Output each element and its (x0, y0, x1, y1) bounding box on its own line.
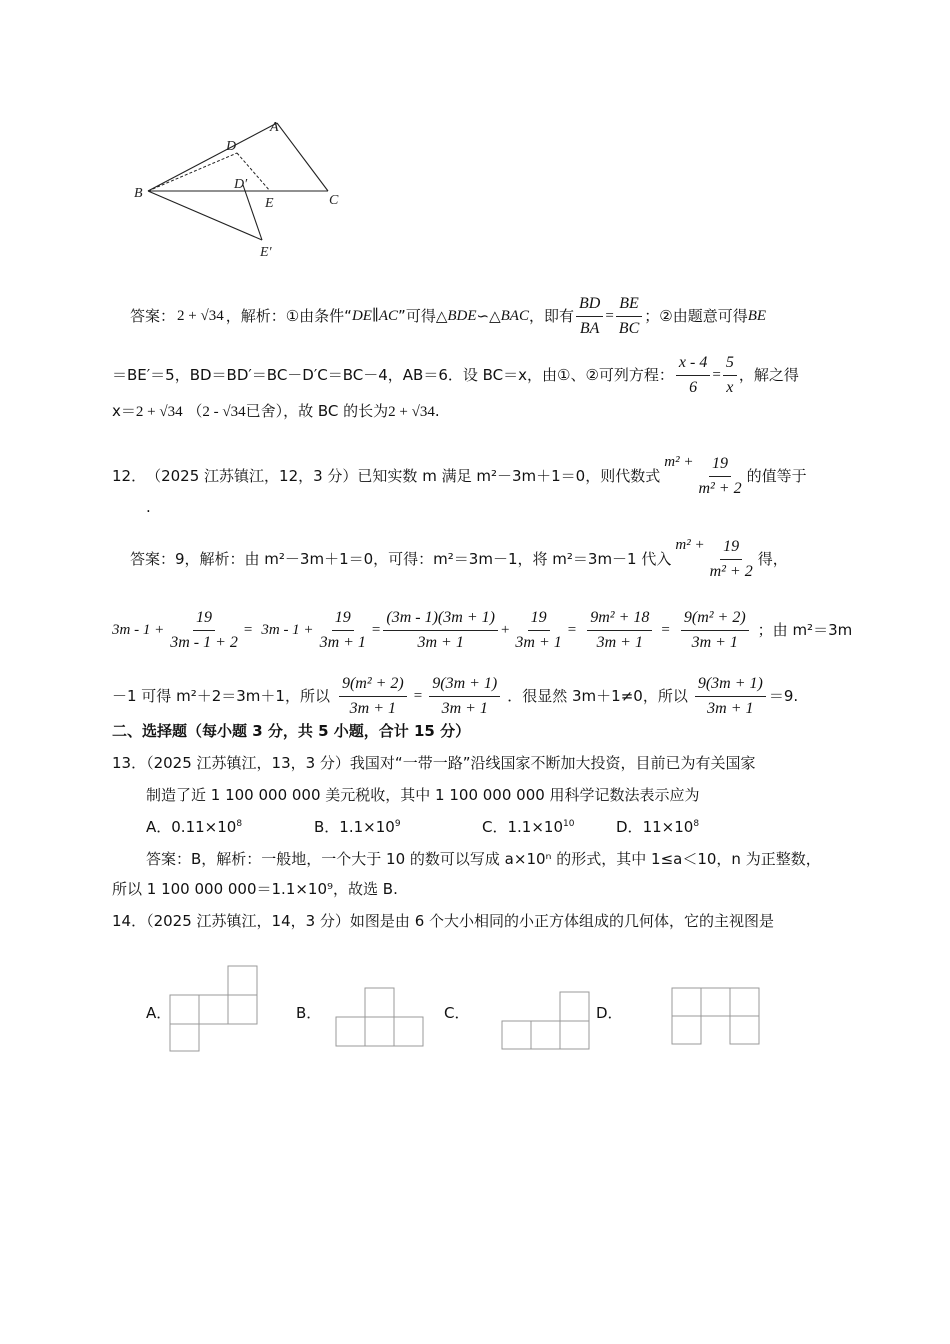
q13-option-c[interactable]: C．$1.1\times 10^{10}$ (482, 818, 575, 836)
q14-option-b-label[interactable]: B． (296, 1004, 322, 1022)
fraction-bd-ba: $\frac{BD}{BA}$ (576, 294, 603, 337)
q11-answer-line3: x＝2 + √34 （2 - √34已舍），故 BC 的长为2 + √34. (112, 402, 440, 420)
q12-expression-fraction: $\frac{19}{\text{m² + 2}}$ (698, 455, 742, 497)
q11-answer-line1: 答案： 2 + √34 ，解析：①由条件“ DE∥AC ”可得△ BDE ∽△ BAC ，即有 $\frac{BD}{BA}$ = $\frac{BE}{BC}$ ；②由题意可得 BE (130, 295, 767, 337)
q13-question-line2: 制造了近 1 100 000 000 美元税收，其中 1 100 000 000 用科学记数法表示应为 (146, 786, 700, 804)
label-d: D (226, 139, 237, 154)
q14-option-c-figure[interactable] (500, 990, 592, 1052)
answer-value: 2 + √34 (177, 308, 224, 324)
q12-answer-line1: 答案：9，解析：由 m²－3m＋1＝0，可得：m²＝3m－1，将 m²＝3m－1 代入 m² + $\frac{19}{\text{m² + 2}}$ 得， (130, 537, 788, 580)
q14-option-d-figure[interactable] (670, 986, 762, 1048)
q14-option-d-label[interactable]: D． (596, 1004, 623, 1022)
fraction-x-4-6: $\frac{x - 4}{6}$ (676, 353, 710, 396)
label-e-prime: E′ (260, 245, 272, 260)
q13-option-d[interactable]: D．$11\times 10^8$ (616, 818, 700, 836)
q11-answer-line2: ＝BE′＝5，BD＝BD′＝BC－D′C＝BC－4，AB＝6．设 BC＝x，由①、②可列方程： $\frac{x - 4}{6}$ = $\frac{5}{x}$ ，解之得 (112, 354, 799, 396)
q14-question: 14．（2025 江苏镇江，14，3 分）如图是由 6 个大小相同的小正方体组成的几何体，它的主视图是 (112, 912, 775, 930)
q13-question-line1: 13．（2025 江苏镇江，13，3 分）我国对“一带一路”沿线国家不断加大投资，目前已为有关国家 (112, 754, 756, 772)
q12-answer-line3: －1 可得 m²＋2＝3m＋1，所以 $\frac{\text{9(m² + 2)}}{3m + 1}$ = $\frac{9(3m + 1)}{3m + 1}$ ．很显然 3m＋1≠0，所以 $\frac{9(3m + 1)}{3m + 1}$ ＝9. (112, 675, 799, 717)
q14-option-b-figure[interactable] (334, 986, 426, 1048)
fraction-be-bc: $\frac{BE}{BC}$ (616, 294, 642, 337)
q14-option-a-figure[interactable] (168, 964, 260, 1054)
label-e: E (265, 196, 274, 211)
q13-option-a[interactable]: A．$0.11\times 10^8$ (146, 818, 243, 836)
q13-answer-line1: 答案：B，解析：一般地，一个大于 10 的数可以写成 a×10ⁿ 的形式，其中 1≤a＜10，n 为正整数， (146, 850, 821, 868)
triangle-figure (120, 115, 360, 265)
q12-answer-line2: 3m - 1 + $\frac{19}{3m - 1 + 2}$ = 3m - 1 + $\frac{19}{3m + 1}$ = $\frac{(3m - 1)(3m + 1)}{3m + 1}$ + $\frac{19}{3m + 1}$ = $\frac{\text{9m² + 18}}{3m + 1}$ = $\frac{\text{9(m² + 2)}}{3m + 1}$ ；由 m²＝3m (112, 609, 853, 651)
label-a: A (270, 120, 279, 135)
q14-option-c-label[interactable]: C． (444, 1004, 470, 1022)
q12-blank: . (146, 498, 151, 516)
q12-question: 12． （2025 江苏镇江，12，3 分）已知实数 m 满足 m²－3m＋1＝0，则代数式 m² + $\frac{19}{\text{m² + 2}}$ 的值等于 (112, 454, 807, 497)
q13-answer-line2: 所以 1 100 000 000＝1.1×10⁹，故选 B. (112, 880, 398, 898)
q13-option-b[interactable]: B．$1.1\times 10^9$ (314, 818, 401, 836)
q14-option-a-label[interactable]: A． (146, 1004, 172, 1022)
section-heading: 二、选择题（每小题 3 分，共 5 小题，合计 15 分） (112, 722, 471, 740)
label-c: C (329, 193, 339, 208)
fraction-5-x: $\frac{5}{x}$ (723, 353, 737, 396)
label-b: B (134, 186, 143, 201)
label-d-prime: D′ (234, 177, 248, 192)
